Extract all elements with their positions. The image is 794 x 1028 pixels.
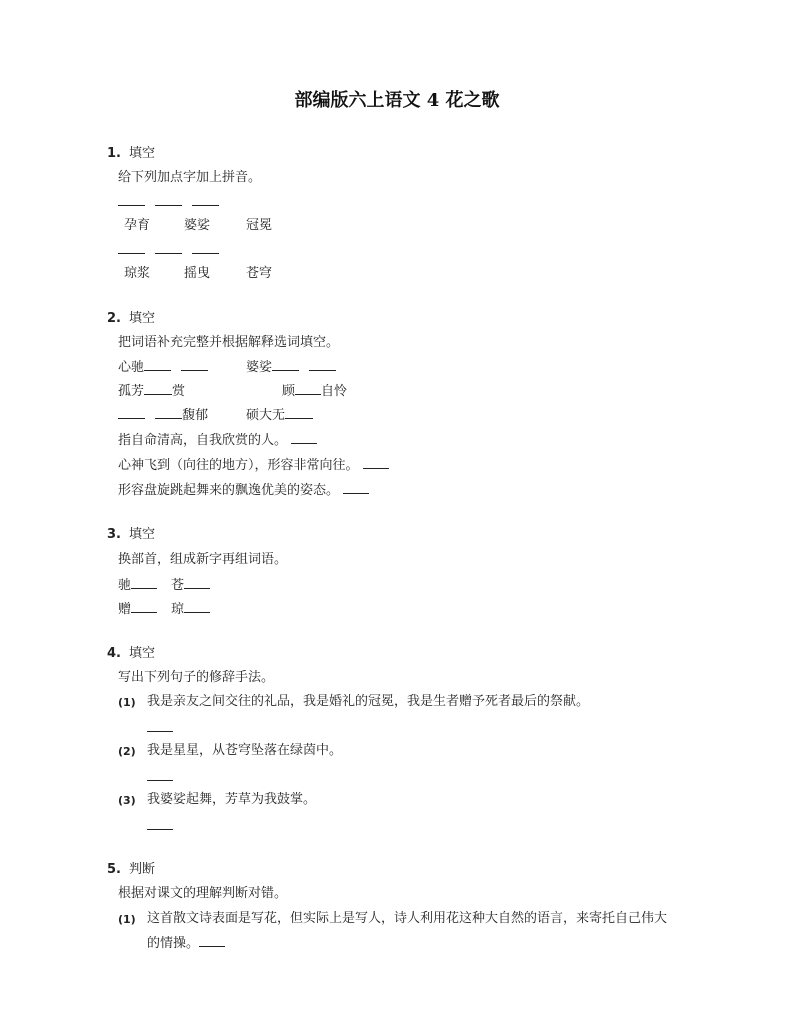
answer-blank[interactable] — [181, 358, 208, 371]
answer-blank[interactable] — [291, 431, 317, 444]
answer-blank[interactable] — [147, 719, 173, 732]
pinyin-blank-row-1 — [118, 193, 219, 212]
char-label: 驰 — [118, 578, 132, 593]
item-number: (3) — [118, 794, 136, 807]
answer-blank[interactable] — [309, 358, 336, 371]
statement-text: 的情操。 — [147, 936, 200, 951]
idiom-part: 硕大无 — [246, 408, 286, 423]
question-5-header — [107, 861, 155, 879]
answer-blank[interactable] — [118, 241, 145, 254]
item-number: (1) — [118, 696, 136, 709]
answer-blank[interactable] — [192, 193, 219, 206]
question-type: 填空 — [128, 146, 155, 161]
definition-text: 指自命清高，自我欣赏的人。 — [118, 433, 288, 448]
answer-blank[interactable] — [131, 576, 157, 589]
question-1-instruction: 给下列加点字加上拼音。 — [118, 170, 262, 185]
definition-3 — [118, 481, 369, 500]
idiom-part: 孤芳 — [118, 384, 145, 399]
idiom-shuodawu — [246, 406, 313, 425]
answer-blank[interactable] — [272, 358, 299, 371]
answer-blank[interactable] — [131, 600, 157, 613]
char-cang — [171, 576, 210, 595]
sentence-2: 我是星星，从苍穹坠落在绿茵中。 — [147, 743, 343, 758]
idiom-part: 顾 — [282, 384, 296, 399]
question-4-instruction: 写出下列句子的修辞手法。 — [118, 670, 275, 685]
answer-blank[interactable] — [285, 406, 313, 419]
answer-blank[interactable] — [184, 576, 210, 589]
idiom-part: 赏 — [172, 384, 186, 399]
sentence-3-answer — [147, 817, 173, 836]
definition-1 — [118, 431, 317, 450]
item-number: (2) — [118, 745, 136, 758]
question-number: 1. — [107, 146, 121, 161]
answer-blank[interactable] — [184, 600, 210, 613]
question-3-header — [107, 526, 155, 544]
answer-blank[interactable] — [144, 358, 171, 371]
answer-blank[interactable] — [155, 193, 182, 206]
idiom-gufang — [118, 382, 185, 401]
answer-blank[interactable] — [118, 193, 145, 206]
definition-text: 形容盘旋跳起舞来的飘逸优美的姿态。 — [118, 483, 340, 498]
question-number: 4. — [107, 646, 121, 661]
word-q1-r2-1: 琼浆 — [124, 266, 151, 281]
answer-blank[interactable] — [147, 768, 173, 781]
sentence-2-answer — [147, 768, 173, 787]
question-type: 填空 — [128, 646, 155, 661]
question-3-instruction: 换部首，组成新字再组词语。 — [118, 552, 288, 567]
answer-blank[interactable] — [295, 382, 321, 395]
question-2-instruction: 把词语补充完整并根据解释选词填空。 — [118, 335, 340, 350]
idiom-part: 婆娑 — [246, 360, 273, 375]
answer-blank[interactable] — [144, 382, 172, 395]
answer-blank[interactable] — [192, 241, 219, 254]
question-type: 判断 — [128, 862, 155, 877]
definition-text: 心神飞到（向往的地方），形容非常向往。 — [118, 458, 359, 473]
char-label: 赠 — [118, 602, 132, 617]
answer-blank[interactable] — [363, 456, 389, 469]
page-title: 部编版六上语文 4 花之歌 — [294, 90, 500, 111]
question-type: 填空 — [128, 311, 155, 326]
statement-1-line-2 — [147, 934, 225, 953]
idiom-part: 馥郁 — [182, 408, 209, 423]
char-zeng — [118, 600, 157, 619]
idiom-part: 自怜 — [321, 384, 348, 399]
answer-blank[interactable] — [118, 406, 145, 419]
definition-2 — [118, 456, 389, 475]
char-qiong — [171, 600, 210, 619]
idiom-xinchi — [118, 358, 208, 377]
char-chi — [118, 576, 157, 595]
word-q1-r1-3: 冠冕 — [246, 218, 273, 233]
sentence-3: 我婆娑起舞，芳草为我鼓掌。 — [147, 792, 317, 807]
pinyin-blank-row-2 — [118, 241, 219, 260]
sentence-1: 我是亲友之间交往的礼品，我是婚礼的冠冕，我是生者赠予死者最后的祭献。 — [147, 694, 590, 709]
question-type: 填空 — [128, 527, 155, 542]
item-number: (1) — [118, 913, 136, 926]
answer-blank[interactable] — [147, 817, 173, 830]
question-5-instruction: 根据对课文的理解判断对错。 — [118, 886, 288, 901]
char-label: 苍 — [171, 578, 185, 593]
question-4-header — [107, 645, 155, 663]
word-q1-r2-3: 苍穹 — [246, 266, 273, 281]
idiom-fuyu — [118, 406, 208, 425]
statement-1-line-1: 这首散文诗表面是写花，但实际上是写人，诗人利用花这种大自然的语言，来寄托自己伟大 — [147, 911, 668, 926]
question-number: 5. — [107, 862, 121, 877]
answer-blank[interactable] — [155, 406, 182, 419]
sentence-1-answer — [147, 719, 173, 738]
word-q1-r1-2: 婆娑 — [184, 218, 211, 233]
answer-blank[interactable] — [343, 481, 369, 494]
answer-blank[interactable] — [155, 241, 182, 254]
question-number: 3. — [107, 527, 121, 542]
idiom-part: 心驰 — [118, 360, 145, 375]
question-1-header — [107, 145, 155, 163]
idiom-gu — [282, 382, 347, 401]
idiom-posuo — [246, 358, 336, 377]
question-2-header — [107, 310, 155, 328]
answer-blank[interactable] — [199, 934, 225, 947]
char-label: 琼 — [171, 602, 185, 617]
question-number: 2. — [107, 311, 121, 326]
word-q1-r1-1: 孕育 — [124, 218, 151, 233]
word-q1-r2-2: 摇曳 — [184, 266, 211, 281]
